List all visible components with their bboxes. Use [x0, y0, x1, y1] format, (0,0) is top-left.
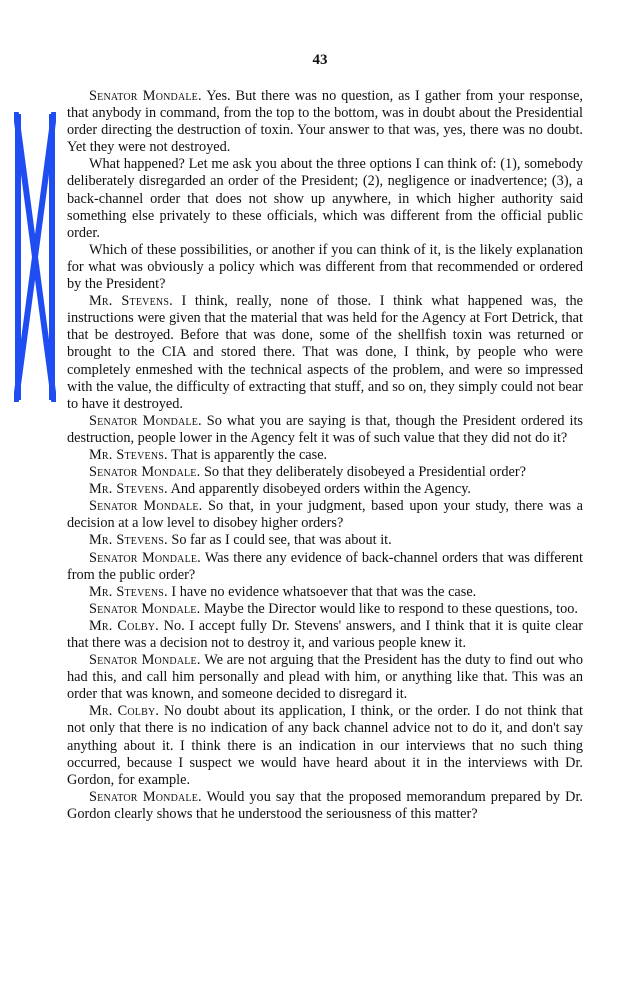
paragraph — [67, 601, 583, 618]
paragraph — [67, 703, 583, 788]
speaker-name: Senator Mondale. — [89, 88, 202, 104]
paragraph — [67, 498, 583, 532]
paragraph-text: I think, really, none of those. I think what happened was, the instructions were given that the material that was held for the Agency at Fort Detrick, that that be destroyed. Before that was done, some of the shellfish toxin was returned or brought to the CIA and stored there. That was done, I think, by people who were completely enmeshed with the technical aspects of the problem, and were so impressed with the value, the difficulty of extracting that stuff, and so on, they simply could not bear to have it destroyed. — [67, 293, 583, 412]
paragraph — [67, 447, 583, 464]
paragraph-text: Yes. But there was no question, as I gather from your response, that anybody in command, from the top to the bottom, was in doubt about the Presidential order directing the destruction of toxin. Your answer to that was, yes, there was no doubt. Yet they were not destroyed. — [67, 88, 583, 156]
speaker-name: Mr. Stevens. — [89, 481, 168, 498]
paragraph-text: Which of these possibilities, or another if you can think of it, is the likely explanation for what was obviously a policy which was different from that recommended or ordered by the President? — [67, 241, 583, 293]
speaker-name: Senator Mondale. — [89, 464, 201, 481]
paragraph-text: So far as I could see, that was about it. — [167, 532, 392, 549]
paragraph-text: So that they deliberately disobeyed a Presidential order? — [200, 464, 526, 481]
paragraph-text: We are not arguing that the President has the duty to find out who had this, and call him personally and plead with him, or anything like that. This was an order that was known, and someone decided to disregard it. — [67, 652, 583, 703]
speaker-name: Senator Mondale. — [89, 788, 202, 805]
paragraph — [67, 789, 583, 823]
paragraph-text: And apparently disobeyed orders within the Agency. — [167, 481, 472, 498]
margin-x-mark — [14, 112, 56, 402]
paragraph-text: What happened? Let me ask you about the three options I can think of: (1), somebody deliberately disregarded an order of the President; (2), negligence or inadvertence; (3), a back-channel order that does not show up anywhere, in which higher authority said something else privately to these officials, which was different from the official public order. — [67, 156, 583, 241]
paragraph — [67, 618, 583, 652]
speaker-name: Senator Mondale. — [89, 652, 201, 669]
paragraph-text: I have no evidence whatsoever that that was the case. — [167, 583, 477, 600]
paragraph — [67, 88, 583, 156]
page-number: 43 — [312, 52, 328, 68]
paragraph — [67, 652, 583, 703]
speaker-name: Senator Mondale. — [89, 600, 201, 617]
paragraph-text: That is apparently the case. — [167, 446, 328, 463]
paragraph — [67, 584, 583, 601]
paragraph-text: Maybe the Director would like to respond to these questions, too. — [200, 600, 578, 617]
paragraph-text: No doubt about its application, I think, or the order. I do not think that not only that there is no indication of any back channel advice not to do it, and don't say anything about it. I think there is an indication in our interviews that no such thing occurred, because I suspect we would have heard about it in the interviews with Dr. Gordon, for example. — [67, 703, 583, 788]
paragraph-text: Would you say that the proposed memorandum prepared by Dr. Gordon clearly shows that he understood the seriousness of this matter? — [67, 788, 583, 822]
paragraph — [67, 293, 583, 413]
paragraph — [67, 242, 583, 293]
speaker-name: Mr. Colby. — [89, 617, 159, 634]
paragraph — [67, 481, 583, 498]
speaker-name: Mr. Stevens. — [89, 532, 168, 549]
speaker-name: Mr. Colby. — [89, 703, 160, 720]
paragraph-text: So that, in your judgment, based upon your study, there was a decision at a low level to disobey higher orders? — [67, 498, 583, 532]
paragraph — [67, 550, 583, 584]
speaker-name: Senator Mondale. — [89, 549, 201, 566]
paragraph-text: No. I accept fully Dr. Stevens' answers, and I think that it is quite clear that there was a decision not to destroy it, and various people knew it. — [67, 617, 583, 651]
paragraph — [67, 413, 583, 447]
paragraph-text: Was there any evidence of back-channel orders that was different from the public order? — [67, 549, 583, 583]
speaker-name: Senator Mondale. — [89, 412, 202, 429]
speaker-name: Mr. Stevens. — [89, 446, 168, 463]
paragraph — [67, 532, 583, 549]
speaker-name: Senator Mondale. — [89, 498, 203, 515]
paragraph — [67, 464, 583, 481]
paragraph-text: So what you are saying is that, though the President ordered its destruction, people lower in the Agency felt it was of such value that they did not do it? — [67, 412, 583, 446]
transcript-body — [67, 88, 583, 823]
speaker-name: Mr. Stevens. — [89, 293, 173, 310]
speaker-name: Mr. Stevens. — [89, 583, 168, 600]
paragraph — [67, 156, 583, 241]
